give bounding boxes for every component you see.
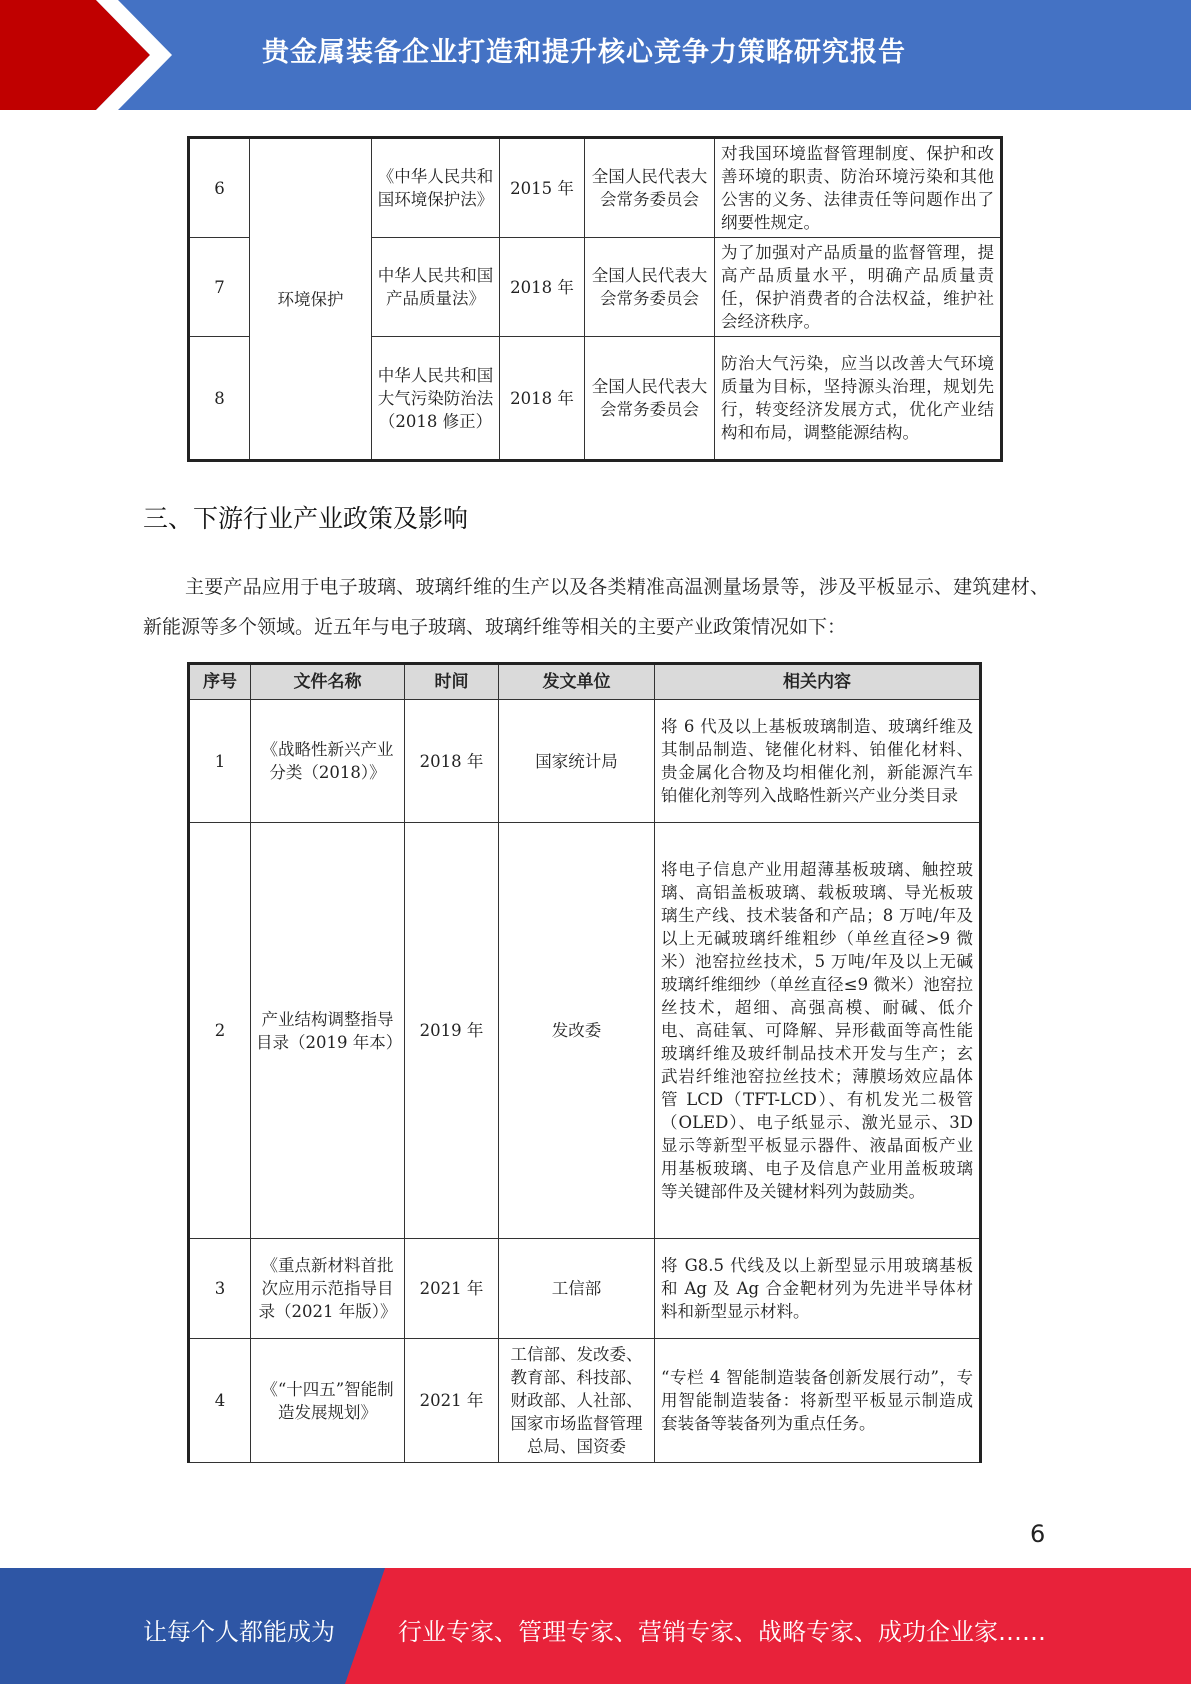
header-name: 文件名称: [251, 664, 405, 700]
document-name: 中华人民共和国产品质量法》: [372, 238, 500, 337]
document-name: 《“十四五”智能制造发展规划》: [251, 1339, 405, 1463]
page-header: [0, 0, 1191, 110]
document-name: 《中华人民共和国环境保护法》: [372, 138, 500, 238]
issuer: 工信部: [499, 1239, 655, 1339]
issuer: 全国人民代表大会常务委员会: [585, 238, 715, 337]
document-name: 中华人民共和国大气污染防治法（2018 修正）: [372, 337, 500, 461]
content: 为了加强对产品质量的监督管理，提高产品质量水平，明确产品质量责任，保护消费者的合法权益，维护社会经济秩序。: [715, 238, 1002, 337]
table-row: [189, 1339, 981, 1463]
header-time: 时间: [405, 664, 499, 700]
table-row: [189, 138, 1002, 238]
table-header-row: [189, 664, 981, 700]
header-issuer: 发文单位: [499, 664, 655, 700]
report-title: 贵金属装备企业打造和提升核心竞争力策略研究报告: [262, 37, 906, 68]
issue-time: 2018 年: [500, 337, 585, 461]
row-number: 3: [189, 1239, 251, 1339]
row-number: 1: [189, 700, 251, 823]
footer-slogan-right: 行业专家、管理专家、营销专家、战略专家、成功企业家……: [398, 1618, 1046, 1646]
header-number: 序号: [189, 664, 251, 700]
category-cell: 环境保护: [250, 138, 372, 461]
section-heading: 三、下游行业产业政策及影响: [143, 504, 469, 533]
issue-time: 2019 年: [405, 823, 499, 1239]
issuer: 全国人民代表大会常务委员会: [585, 337, 715, 461]
regulation-table-continued: [187, 136, 1003, 462]
issue-time: 2021 年: [405, 1339, 499, 1463]
row-number: 2: [189, 823, 251, 1239]
row-number: 6: [189, 138, 250, 238]
industry-policy-table: [187, 662, 982, 1463]
content: 将电子信息产业用超薄基板玻璃、触控玻璃、高铝盖板玻璃、载板玻璃、导光板玻璃生产线、技术装备和产品；8 万吨/年及以上无碱玻璃纤维粗纱（单丝直径>9 微米）池窑拉丝技术，5 万吨/年及以上无碱玻璃纤维细纱（单丝直径≤9 微米）池窑拉丝技术，超细、高强高模、耐碱、低介电、高硅氧、可降解、异形截面等高性能玻璃纤维及玻纤制品技术开发与生产；玄武岩纤维池窑拉丝技术；薄膜场效应晶体管 LCD（TFT-LCD）、有机发光二极管（OLED）、电子纸显示、激光显示、3D 显示等新型平板显示器件、液晶面板产业用基板玻璃、电子及信息产业用盖板玻璃等关键部件及关键材料列为鼓励类。: [655, 823, 981, 1239]
issuer: 发改委: [499, 823, 655, 1239]
issue-time: 2018 年: [500, 238, 585, 337]
table-row: [189, 823, 981, 1239]
document-name: 《战略性新兴产业分类（2018）》: [251, 700, 405, 823]
issuer: 工信部、发改委、教育部、科技部、财政部、人社部、国家市场监督管理总局、国资委: [499, 1339, 655, 1463]
content: 将 6 代及以上基板玻璃制造、玻璃纤维及其制品制造、铑催化材料、铂催化材料、贵金属化合物及均相催化剂，新能源汽车铂催化剂等列入战略性新兴产业分类目录: [655, 700, 981, 823]
issue-time: 2015 年: [500, 138, 585, 238]
section-paragraph: 主要产品应用于电子玻璃、玻璃纤维的生产以及各类精准高温测量场景等，涉及平板显示、建筑建材、新能源等多个领域。近五年与电子玻璃、玻璃纤维等相关的主要产业政策情况如下：: [143, 576, 1049, 638]
table-row: [189, 700, 981, 823]
issue-time: 2021 年: [405, 1239, 499, 1339]
issue-time: 2018 年: [405, 700, 499, 823]
row-number: 4: [189, 1339, 251, 1463]
row-number: 8: [189, 337, 250, 461]
footer-slogan-left: 让每个人都能成为: [143, 1618, 335, 1646]
row-number: 7: [189, 238, 250, 337]
document-name: 《重点新材料首批次应用示范指导目录（2021 年版）》: [251, 1239, 405, 1339]
page-footer: [0, 1568, 1191, 1684]
page-number: 6: [1030, 1520, 1046, 1548]
table-row: [189, 1239, 981, 1339]
content: 将 G8.5 代线及以上新型显示用玻璃基板和 Ag 及 Ag 合金靶材列为先进半导体材料和新型显示材料。: [655, 1239, 981, 1339]
content: 对我国环境监督管理制度、保护和改善环境的职责、防治环境污染和其他公害的义务、法律责任等问题作出了纲要性规定。: [715, 138, 1002, 238]
document-name: 产业结构调整指导目录（2019 年本）: [251, 823, 405, 1239]
content: 防治大气污染，应当以改善大气环境质量为目标，坚持源头治理，规划先行，转变经济发展方式，优化产业结构和布局，调整能源结构。: [715, 337, 1002, 461]
issuer: 全国人民代表大会常务委员会: [585, 138, 715, 238]
header-content: 相关内容: [655, 664, 981, 700]
content: “专栏 4 智能制造装备创新发展行动”，专用智能制造装备：将新型平板显示制造成套装备等装备列为重点任务。: [655, 1339, 981, 1463]
issuer: 国家统计局: [499, 700, 655, 823]
